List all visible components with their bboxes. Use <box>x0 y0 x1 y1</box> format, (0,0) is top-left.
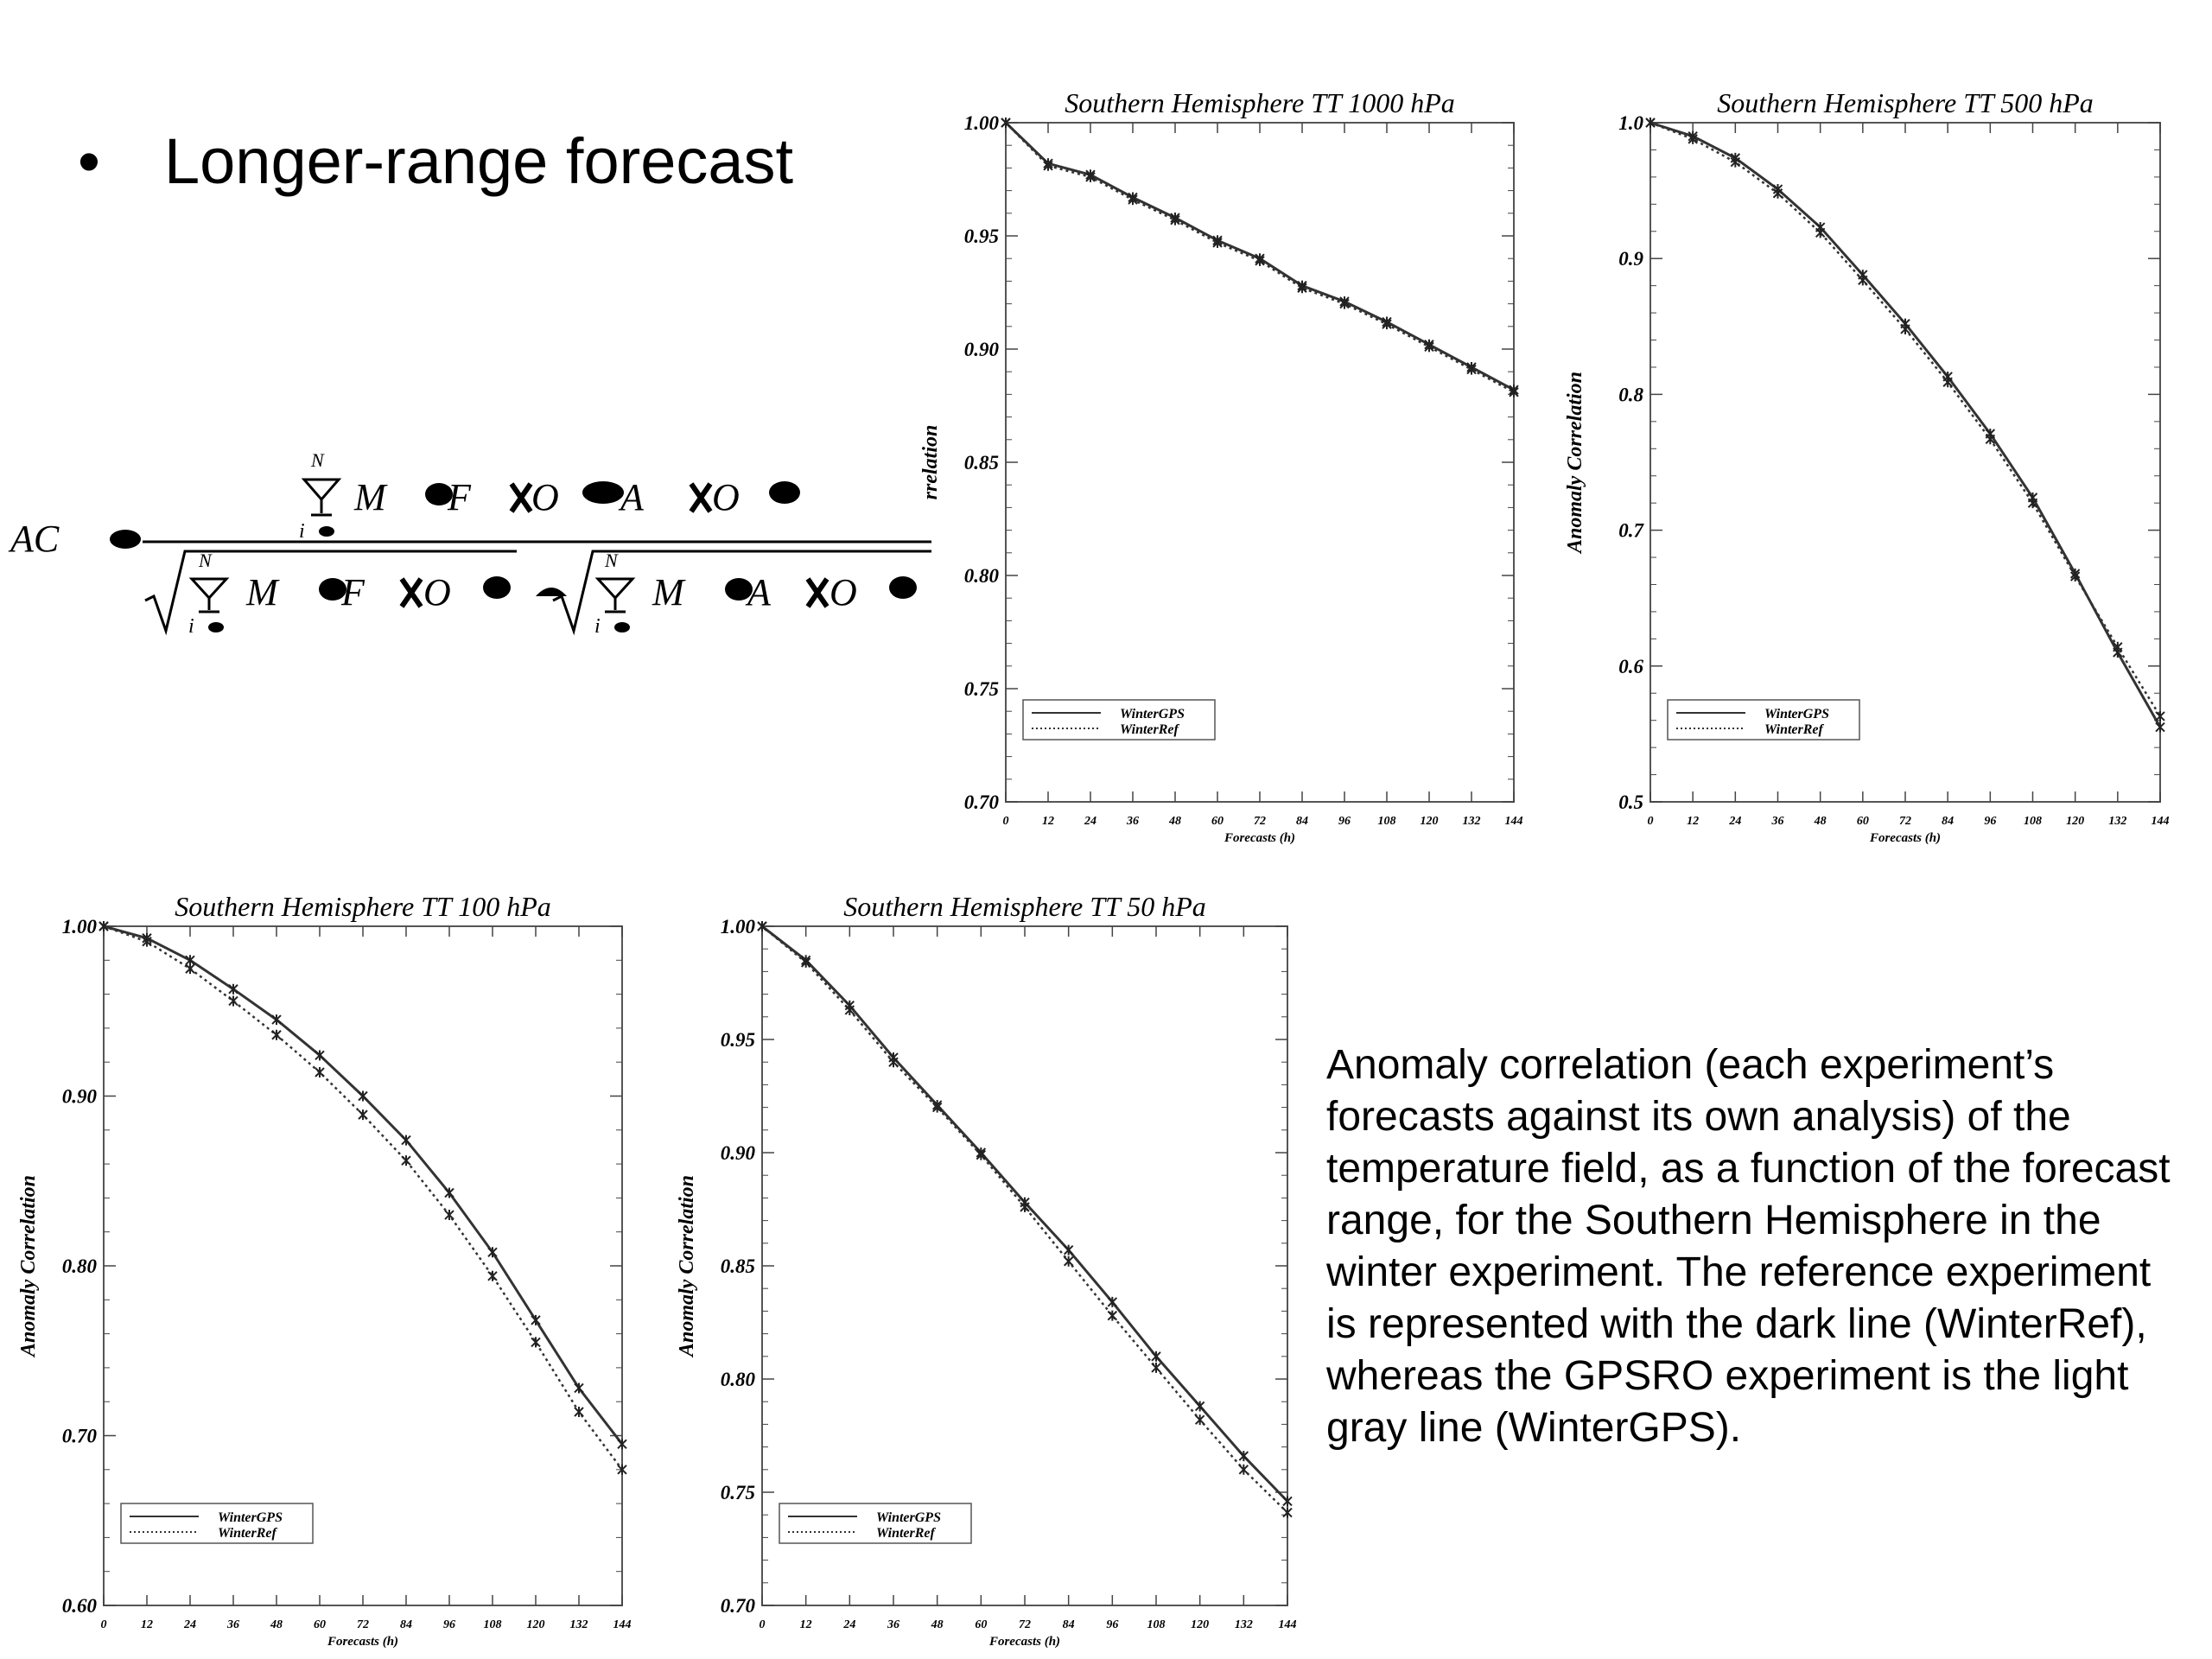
y-tick-label: 0.80 <box>61 1255 97 1277</box>
formula-den-i2: i <box>594 615 601 638</box>
data-point-WinterGPS <box>402 1135 410 1146</box>
data-point-WinterRef <box>1065 1256 1073 1267</box>
series-line-WinterGPS <box>1650 123 2160 728</box>
x-tick-label: 12 <box>141 1618 153 1631</box>
x-tick-label: 48 <box>1814 815 1827 828</box>
legend-label-WinterGPS: WinterGPS <box>1120 707 1185 721</box>
legend-label-WinterGPS: WinterGPS <box>876 1510 941 1525</box>
x-tick-label: 120 <box>1420 815 1439 828</box>
y-tick-label: 0.5 <box>1618 791 1643 813</box>
bullet-marker: • <box>78 125 100 197</box>
x-tick-label: 108 <box>1377 815 1396 828</box>
data-point-WinterGPS <box>1152 1351 1160 1362</box>
y-axis-label: Anomaly Correlation <box>17 1174 40 1357</box>
data-point-WinterGPS <box>1239 1451 1248 1461</box>
chart-tt-100 <box>0 890 639 1659</box>
x-tick-label: 24 <box>184 1618 196 1631</box>
data-point-WinterGPS <box>1283 1496 1292 1506</box>
legend-box <box>121 1503 313 1543</box>
x-tick-label: 144 <box>1504 815 1523 828</box>
x-tick-label: 48 <box>1169 815 1181 828</box>
sum-icon <box>192 579 226 612</box>
formula-num-o: O <box>531 476 559 518</box>
data-point-WinterGPS <box>1196 1401 1205 1411</box>
data-point-WinterRef <box>1152 1363 1160 1373</box>
formula-equals-glyph <box>110 530 141 549</box>
y-tick-label: 0.80 <box>720 1369 755 1390</box>
x-tick-label: 12 <box>1687 815 1700 828</box>
y-tick-label: 1.00 <box>61 916 97 938</box>
x-tick-label: 36 <box>227 1618 239 1631</box>
x-tick-label: 0 <box>1647 815 1654 828</box>
x-tick-label: 0 <box>1002 815 1009 828</box>
formula-den-f: F <box>341 571 365 613</box>
legend-box <box>779 1503 971 1543</box>
formula-den-m2: M <box>652 571 684 613</box>
formula-glyph <box>582 481 624 504</box>
data-point-WinterGPS <box>445 1188 454 1198</box>
y-tick-label: 0.90 <box>720 1142 755 1164</box>
formula-num-i: i <box>299 520 305 543</box>
data-point-WinterRef <box>1283 1508 1292 1518</box>
chart-tt-500 <box>1555 86 2177 855</box>
data-point-WinterRef <box>1239 1465 1248 1475</box>
y-tick-label: 0.70 <box>963 791 999 813</box>
minus-glyph <box>691 484 710 512</box>
formula-den-o2: O <box>830 571 857 613</box>
x-tick-label: 0 <box>100 1618 107 1631</box>
x-tick-label: 108 <box>1147 1618 1166 1631</box>
formula-glyph <box>208 622 224 632</box>
formula-den-m: M <box>246 571 278 613</box>
data-point-WinterRef <box>488 1271 497 1281</box>
y-tick-label: 0.90 <box>61 1085 97 1108</box>
x-tick-label: 120 <box>2066 815 2085 828</box>
x-tick-label: 84 <box>1942 815 1955 828</box>
formula-lhs: AC <box>10 518 60 560</box>
x-tick-label: 24 <box>1084 815 1096 828</box>
x-tick-label: 96 <box>1338 815 1351 828</box>
chart-tt-1000 <box>909 86 1531 855</box>
data-point-WinterRef <box>1196 1414 1205 1425</box>
data-point-WinterRef <box>359 1109 367 1120</box>
y-tick-label: 0.8 <box>1618 384 1643 406</box>
x-tick-label: 60 <box>975 1618 988 1631</box>
x-tick-label: 24 <box>843 1618 856 1631</box>
y-tick-label: 0.7 <box>1618 519 1643 542</box>
legend-label-WinterRef: WinterRef <box>1764 722 1823 737</box>
figure-caption: Anomaly correlation (each experiment’s forecasts against its own analysis) of the temperature field, as a function of the forecast range, for the Southern Hemisphere in the winter experiment. The reference experiment is represented with the dark line (WinterRef), whereas the GPSRO experiment is the light gray line (WinterGPS). <box>1326 1042 2171 1451</box>
anomaly-correlation-formula <box>0 449 933 639</box>
x-tick-label: 84 <box>1062 1618 1075 1631</box>
series-line-WinterRef <box>1650 123 2160 716</box>
y-tick-label: 0.60 <box>61 1595 97 1617</box>
legend-box <box>1668 700 1859 740</box>
x-tick-label: 60 <box>1211 815 1224 828</box>
legend-label-WinterGPS: WinterGPS <box>1764 707 1829 721</box>
data-point-WinterGPS <box>272 1014 281 1025</box>
data-point-WinterRef <box>272 1030 281 1040</box>
y-axis-label: Anomaly Correlation <box>676 1174 698 1357</box>
x-tick-label: 144 <box>613 1618 632 1631</box>
x-axis-label: Forecasts (h) <box>327 1635 399 1649</box>
x-tick-label: 108 <box>2024 815 2042 828</box>
sum-icon <box>598 579 632 612</box>
data-point-WinterGPS <box>315 1050 324 1060</box>
formula-num-o2: O <box>712 476 740 518</box>
x-tick-label: 36 <box>1127 815 1139 828</box>
x-tick-label: 36 <box>1771 815 1784 828</box>
y-tick-label: 1.00 <box>963 112 999 134</box>
y-tick-label: 1.0 <box>1618 112 1643 134</box>
x-tick-label: 36 <box>887 1618 899 1631</box>
x-tick-label: 132 <box>1462 815 1481 828</box>
formula-glyph <box>614 622 630 632</box>
x-tick-label: 120 <box>526 1618 545 1631</box>
data-point-WinterGPS <box>575 1382 583 1393</box>
y-tick-label: 0.95 <box>720 1029 755 1051</box>
data-point-WinterRef <box>186 963 194 974</box>
x-axis-label: Forecasts (h) <box>988 1635 1061 1649</box>
data-point-WinterGPS <box>618 1439 626 1449</box>
chart-title: Southern Hemisphere TT 1000 hPa <box>1065 87 1455 118</box>
minus-glyph <box>402 579 421 607</box>
series-line-WinterRef <box>104 926 622 1470</box>
formula-num-f: F <box>448 476 471 518</box>
x-tick-label: 84 <box>1296 815 1308 828</box>
data-point-WinterGPS <box>229 984 238 995</box>
chart-tt-50 <box>665 890 1305 1659</box>
y-tick-label: 0.70 <box>720 1595 755 1617</box>
x-tick-label: 0 <box>759 1618 766 1631</box>
bullet-text: Longer-range forecast <box>164 125 794 197</box>
x-axis-label: Forecasts (h) <box>1869 831 1942 845</box>
legend-label-WinterRef: WinterRef <box>1120 722 1179 737</box>
formula-den-i: i <box>188 615 194 638</box>
y-axis-label: rrelation <box>919 424 942 500</box>
data-point-WinterGPS <box>531 1315 540 1325</box>
x-tick-label: 72 <box>1019 1618 1031 1631</box>
series-line-WinterRef <box>762 926 1287 1513</box>
y-tick-label: 0.85 <box>720 1255 755 1277</box>
chart-title: Southern Hemisphere TT 100 hPa <box>175 891 551 922</box>
series-line-WinterGPS <box>762 926 1287 1502</box>
x-tick-label: 144 <box>2151 815 2170 828</box>
minus-glyph <box>808 579 827 607</box>
x-tick-label: 48 <box>931 1618 944 1631</box>
x-tick-label: 120 <box>1191 1618 1210 1631</box>
x-tick-label: 96 <box>443 1618 455 1631</box>
sum-icon <box>304 480 339 515</box>
data-point-WinterRef <box>531 1337 540 1347</box>
x-axis-label: Forecasts (h) <box>1224 831 1296 845</box>
x-tick-label: 96 <box>1106 1618 1119 1631</box>
y-tick-label: 0.80 <box>963 565 999 587</box>
legend-label-WinterGPS: WinterGPS <box>218 1510 283 1525</box>
x-tick-label: 48 <box>270 1618 283 1631</box>
data-point-WinterGPS <box>2156 722 2164 733</box>
data-point-WinterRef <box>1816 227 1825 238</box>
data-point-WinterGPS <box>488 1247 497 1257</box>
y-tick-label: 0.70 <box>61 1425 97 1447</box>
chart-title: Southern Hemisphere TT 50 hPa <box>843 891 1206 922</box>
formula-glyph <box>319 526 334 537</box>
x-tick-label: 132 <box>2108 815 2127 828</box>
formula-den-n2: N <box>605 550 618 571</box>
x-tick-label: 108 <box>483 1618 502 1631</box>
data-point-WinterRef <box>575 1407 583 1417</box>
data-point-WinterGPS <box>359 1091 367 1102</box>
data-point-WinterRef <box>2156 711 2164 721</box>
formula-glyph <box>483 576 511 599</box>
data-point-WinterRef <box>1108 1311 1116 1321</box>
y-tick-label: 0.75 <box>720 1482 755 1503</box>
formula-glyph <box>769 481 800 504</box>
y-tick-label: 0.95 <box>963 226 999 247</box>
legend-box <box>1023 700 1215 740</box>
x-tick-label: 72 <box>1254 815 1266 828</box>
data-point-WinterGPS <box>1065 1245 1073 1255</box>
x-tick-label: 96 <box>1984 815 1997 828</box>
formula-num-a: A <box>620 476 644 518</box>
x-tick-label: 24 <box>1729 815 1742 828</box>
x-tick-label: 132 <box>569 1618 588 1631</box>
data-point-WinterRef <box>445 1210 454 1220</box>
data-point-WinterRef <box>315 1067 324 1077</box>
y-tick-label: 0.90 <box>963 339 999 360</box>
x-tick-label: 12 <box>799 1618 812 1631</box>
y-tick-label: 0.9 <box>1618 248 1643 270</box>
y-tick-label: 0.75 <box>963 678 999 700</box>
x-tick-label: 84 <box>400 1618 412 1631</box>
formula-den-o: O <box>423 571 451 613</box>
data-point-WinterRef <box>402 1155 410 1166</box>
formula-den-a: A <box>747 571 771 613</box>
data-point-WinterRef <box>229 995 238 1006</box>
series-line-WinterGPS <box>104 926 622 1444</box>
y-tick-label: 0.85 <box>963 452 999 474</box>
y-tick-label: 1.00 <box>720 916 755 938</box>
chart-title: Southern Hemisphere TT 500 hPa <box>1717 87 2094 118</box>
formula-num-m: M <box>354 476 386 518</box>
y-axis-label: Anomaly Correlation <box>1564 371 1586 554</box>
x-tick-label: 144 <box>1278 1618 1297 1631</box>
x-tick-label: 60 <box>314 1618 326 1631</box>
x-tick-label: 12 <box>1042 815 1054 828</box>
x-tick-label: 132 <box>1234 1618 1253 1631</box>
data-point-WinterGPS <box>1108 1297 1116 1307</box>
minus-glyph <box>512 484 531 512</box>
x-tick-label: 72 <box>357 1618 369 1631</box>
formula-num-n: N <box>311 449 324 471</box>
x-tick-label: 60 <box>1856 815 1869 828</box>
legend-label-WinterRef: WinterRef <box>218 1526 276 1541</box>
x-tick-label: 72 <box>1899 815 1911 828</box>
y-tick-label: 0.6 <box>1618 655 1643 677</box>
legend-label-WinterRef: WinterRef <box>876 1526 935 1541</box>
formula-den-n: N <box>199 550 212 571</box>
